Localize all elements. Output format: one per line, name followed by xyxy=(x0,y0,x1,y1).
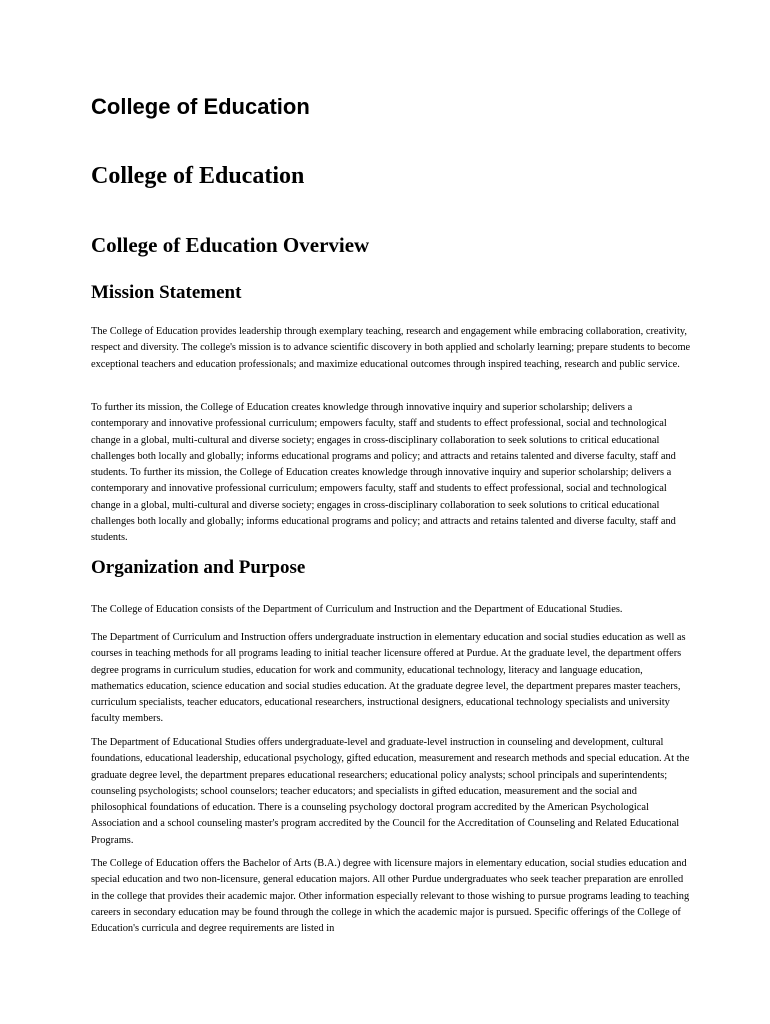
organization-paragraph: The College of Education consists of the Department of Curriculum and Instruction and the Department of Educational Studies. xyxy=(91,604,623,615)
page-heading: College of Education xyxy=(91,163,305,189)
document-title: College of Education xyxy=(91,94,310,119)
mission-paragraph: To further its mission, the College of Education creates knowledge through innovative inquiry and superior scholarship; delivers a contemporary and innovative professional curriculum; empowers faculty, staff and students to effect professional, social and technological change in a global, multi-cultural and diverse society; engages in cross-disciplinary collaboration to seek solutions to critical educational challenges both locally and globally; informs educational programs and policy; and attracts and retains talented and diverse faculty, staff and students. To further its mission, the College of Education creates knowledge through innovative inquiry and superior scholarship; delivers a contemporary and innovative professional curriculum; empowers faculty, staff and students to effect professional, social and technological change in a global, multi-cultural and diverse society; engages in cross-disciplinary collaboration to seek solutions to critical educational challenges both locally and globally; informs educational programs and policy; and attracts and retains talented and diverse faculty, staff and students. xyxy=(91,402,676,544)
organization-paragraph: The Department of Curriculum and Instruction offers undergraduate instruction in elementary education and social studies education as well as courses in teaching methods for all programs leading to initial teacher licensure offered at Purdue. At the graduate level, the department offers degree programs in curriculum studies, education for work and community, educational technology, literacy and language education, mathematics education, science education and social studies education. At the graduate degree level, the department prepares master teachers, curriculum specialists, teacher educators, educational researchers, instructional designers, educational technology specialists and university faculty members. xyxy=(91,632,686,725)
mission-statement-heading: Mission Statement xyxy=(91,282,242,303)
organization-paragraph: The College of Education offers the Bachelor of Arts (B.A.) degree with licensure majors in elementary education, social studies education and special education and two non-licensure, general education majors. All other Purdue undergraduates who seek teacher preparation are enrolled in the college that provides their academic major. Other information especially relevant to those wishing to pursue programs leading to teaching careers in secondary education may be found through the college in which the academic major is pursued. Specific offerings of the College of Education's curricula and degree requirements are listed in xyxy=(91,858,690,935)
organization-paragraph: The Department of Educational Studies offers undergraduate-level and graduate-level instruction in counseling and development, cultural foundations, educational leadership, educational psychology, gifted education, measurement and research methods and special education. At the graduate degree level, the department prepares educational researchers; educational policy analysts; school principals and superintendents; counseling psychologists; school counselors; teacher educators; and specialists in gifted education, measurement and the social and philosophical foundations of education. There is a counseling psychology doctoral program accredited by the American Psychological Association and a school counseling master's program accredited by the Council for the Accreditation of Counseling and Related Educational Programs. xyxy=(91,737,690,846)
mission-paragraph: The College of Education provides leadership through exemplary teaching, research and engagement while embracing collaboration, creativity, respect and diversity. The college's mission is to advance scientific discovery in both applied and scholarly learning; prepare students to become exceptional teachers and education professionals; and maximize educational outcomes through inspired teaching, research and public service. xyxy=(91,326,691,370)
overview-heading: College of Education Overview xyxy=(91,233,370,257)
organization-purpose-heading: Organization and Purpose xyxy=(91,557,306,578)
